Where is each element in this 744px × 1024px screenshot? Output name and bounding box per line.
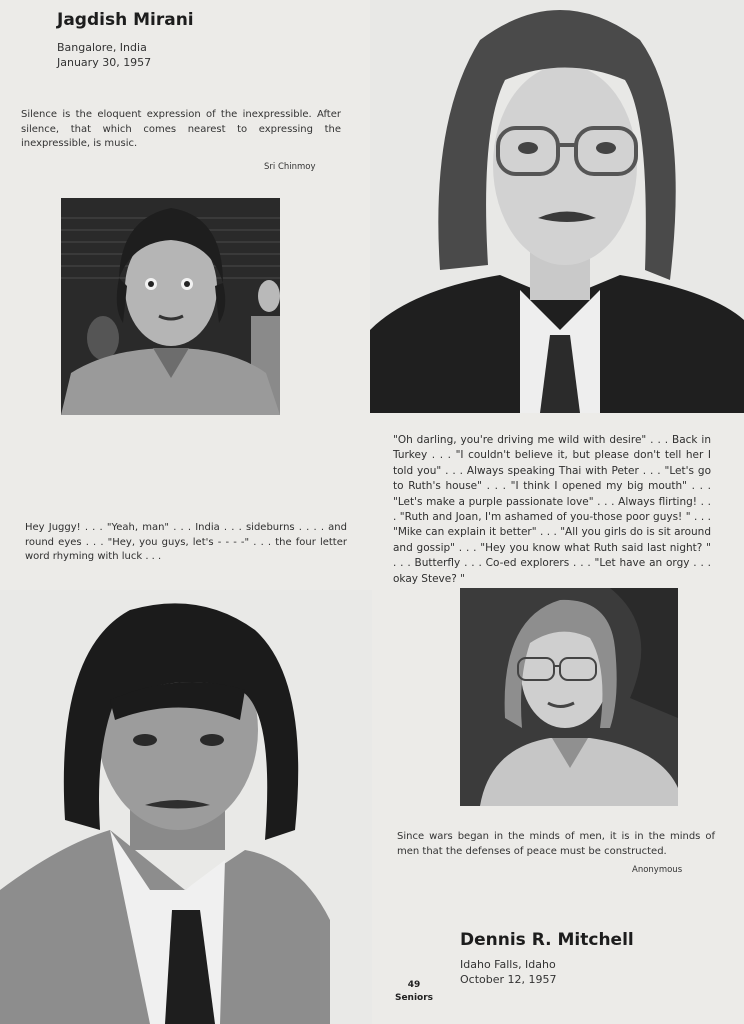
candid-photo-dennis	[460, 588, 678, 806]
hometown-jagdish: Bangalore, India	[57, 41, 147, 54]
page-number: 49	[407, 980, 421, 990]
quote-author-dennis: Anonymous	[632, 865, 683, 875]
senior-name-jagdish: Jagdish Mirani	[57, 10, 194, 30]
candid-photo-jagdish	[61, 198, 280, 415]
quote-dennis: Since wars began in the minds of men, it is in the minds of men that the defenses of peace must be constructed.	[397, 831, 715, 857]
caption-jagdish: Hey Juggy! . . . "Yeah, man" . . . India . . . sideburns . . . . and round eyes . . . "Hey, you guys, let's - - - -" . . . the four letter word rhyming with luck . . .	[25, 522, 347, 563]
birthdate-dennis: October 12, 1957	[460, 973, 557, 986]
portrait-photo-jagdish	[0, 590, 372, 1024]
caption-dennis: "Oh darling, you're driving me wild with desire" . . . Back in Turkey . . . "I couldn't believe it, but please don't tell her I told you" . . . Always speaking Thai with Peter . . . "Let's go to Ruth's house" . . . "I think I opened my big mouth" . . . "Let's make a purple passionate love" . . . Always flirting! . . . "Ruth and Joan, I'm ashamed of you-those poor guys! " . . . "Mike can explain it better" . . . "All you girls do is sit around and gossip" . . . "Hey you know what Ruth said last night? " . . . Butterfly . . . Co-ed explorers . . . "Let have an orgy . . . okay Steve? "	[393, 434, 711, 585]
portrait-photo-dennis	[370, 0, 744, 413]
quote-author-jagdish: Sri Chinmoy	[264, 162, 316, 172]
quote-jagdish: Silence is the eloquent expression of the inexpressible. After silence, that which comes nearest to expressing the inexpressible, is music.	[21, 109, 341, 149]
section-label: Seniors	[394, 993, 434, 1003]
hometown-dennis: Idaho Falls, Idaho	[460, 958, 556, 971]
birthdate-jagdish: January 30, 1957	[57, 56, 152, 69]
senior-name-dennis: Dennis R. Mitchell	[460, 930, 634, 950]
